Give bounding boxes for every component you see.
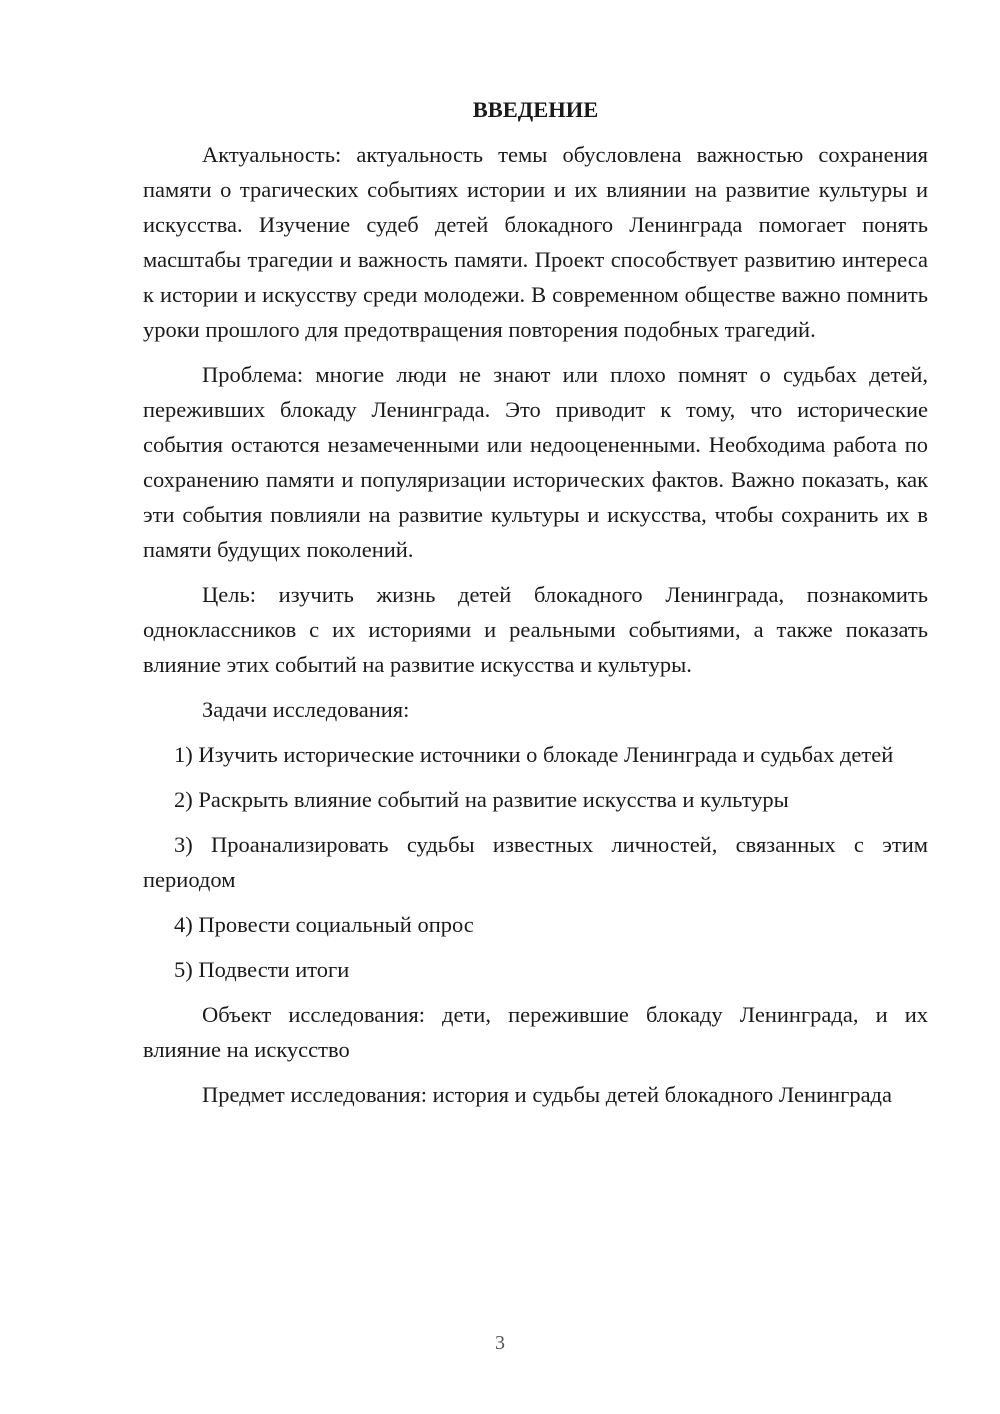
document-page <box>143 92 928 1122</box>
task-item-2: 2) Раскрыть влияние событий на развитие искусства и культуры <box>174 787 789 812</box>
research-object-paragraph: Объект исследования: дети, пережившие блокаду Ленинграда, и их влияние на искусство <box>143 1002 928 1062</box>
task-item-4: 4) Провести социальный опрос <box>174 912 474 937</box>
task-item-1: 1) Изучить исторические источники о блокаде Ленинграда и судьбах детей <box>174 742 894 767</box>
section-title: ВВЕДЕНИЕ <box>472 97 599 122</box>
page-number: 3 <box>495 1332 505 1354</box>
goal-paragraph: Цель: изучить жизнь детей блокадного Ленинграда, познакомить одноклассников с их историями и реальными событиями, а также показать влияние этих событий на развитие искусства и культуры. <box>143 582 928 677</box>
research-subject-paragraph: Предмет исследования: история и судьбы детей блокадного Ленинграда <box>202 1082 892 1107</box>
problem-paragraph: Проблема: многие люди не знают или плохо помнят о судьбах детей, переживших блокаду Ленинграда. Это приводит к тому, что исторические события остаются незамеченными или недооцененными. Необходима работа по сохранению памяти и популяризации исторических фактов. Важно показать, как эти события повлияли на развитие культуры и искусства, чтобы сохранить их в памяти будущих поколений. <box>143 362 928 562</box>
relevance-paragraph: Актуальность: актуальность темы обусловлена важностью сохранения памяти о трагических событиях истории и их влиянии на развитие культуры и искусства. Изучение судеб детей блокадного Ленинграда помогает понять масштабы трагедии и важность памяти. Проект способствует развитию интереса к истории и искусству среди молодежи. В современном обществе важно помнить уроки прошлого для предотвращения повторения подобных трагедий. <box>143 142 928 342</box>
task-item-3: 3) Проанализировать судьбы известных личностей, связанных с этим периодом <box>143 832 928 892</box>
task-item-5: 5) Подвести итоги <box>174 957 350 982</box>
tasks-heading: Задачи исследования: <box>202 697 410 722</box>
